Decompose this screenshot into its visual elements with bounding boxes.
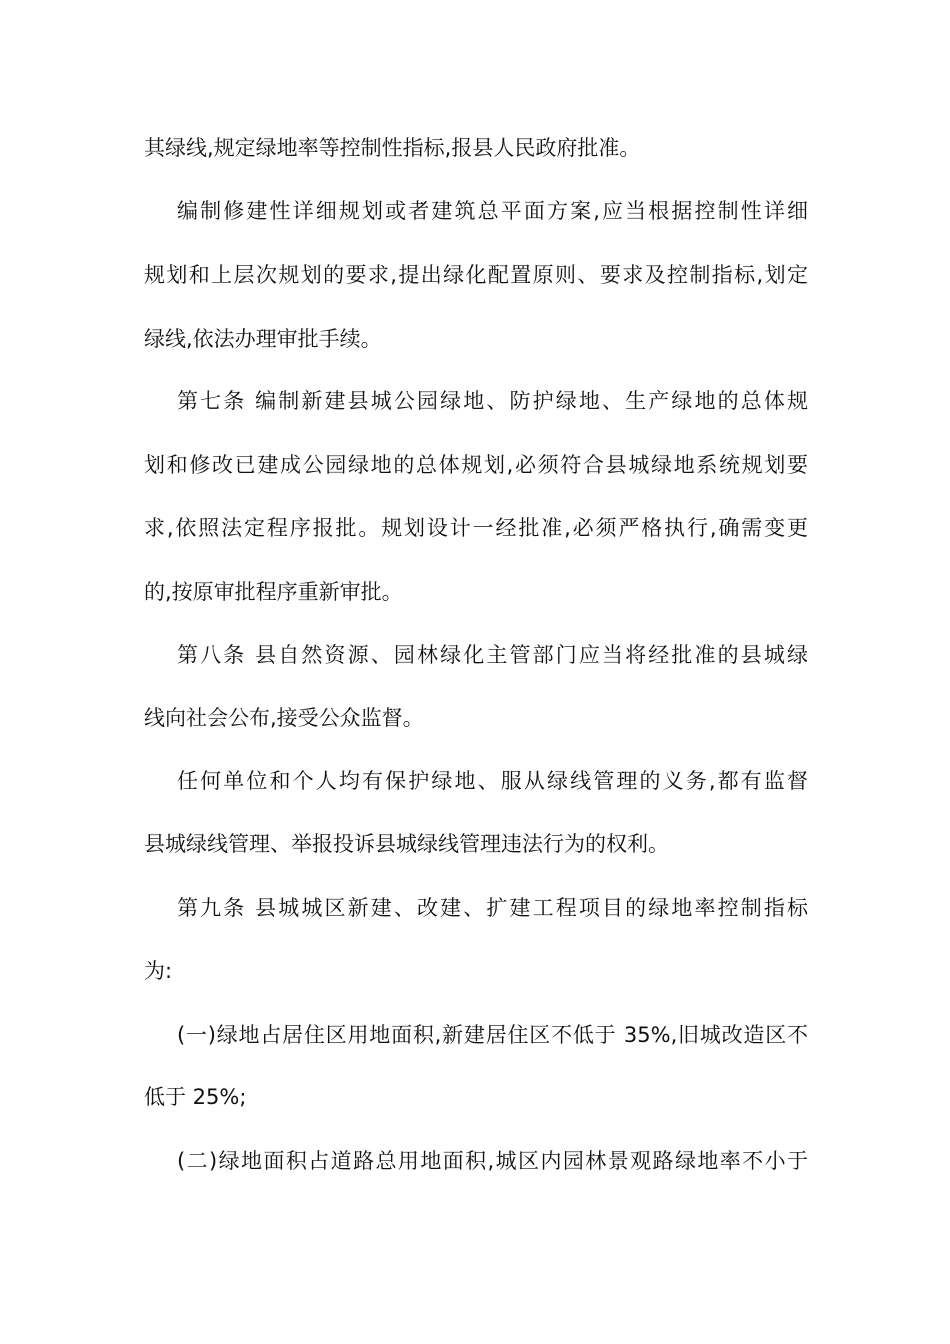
article-7-line: 第七条 编制新建县城公园绿地、防护绿地、生产绿地的总体规 bbox=[177, 389, 808, 413]
paragraph-line: 县城绿线管理、举报投诉县城绿线管理违法行为的权利。 bbox=[144, 832, 669, 856]
paragraph-line: 划和修改已建成公园绿地的总体规划,必须符合县城绿地系统规划要 bbox=[144, 453, 808, 477]
list-item-line: (二)绿地面积占道路总用地面积,城区内园林景观路绿地率不小于 bbox=[177, 1149, 808, 1173]
paragraph-line: 的,按原审批程序重新审批。 bbox=[144, 580, 403, 604]
paragraph-line: 其绿线,规定绿地率等控制性指标,报县人民政府批准。 bbox=[144, 136, 641, 160]
paragraph-line: 为: bbox=[144, 959, 173, 983]
paragraph-line: 任何单位和个人均有保护绿地、服从绿线管理的义务,都有监督 bbox=[177, 769, 808, 793]
article-9-line: 第九条 县城城区新建、改建、扩建工程项目的绿地率控制指标 bbox=[177, 896, 808, 920]
paragraph-line: 规划和上层次规划的要求,提出绿化配置原则、要求及控制指标,划定 bbox=[144, 263, 808, 287]
list-item-line: (一)绿地占居住区用地面积,新建居住区不低于 35%,旧城改造区不 bbox=[177, 1023, 808, 1047]
paragraph-line: 低于 25%; bbox=[144, 1085, 247, 1109]
paragraph-line: 求,依照法定程序报批。规划设计一经批准,必须严格执行,确需变更 bbox=[144, 516, 808, 540]
paragraph-line: 编制修建性详细规划或者建筑总平面方案,应当根据控制性详细 bbox=[177, 199, 808, 223]
paragraph-line: 线向社会公布,接受公众监督。 bbox=[144, 706, 424, 730]
paragraph-line: 绿线,依法办理审批手续。 bbox=[144, 327, 382, 351]
article-8-line: 第八条 县自然资源、园林绿化主管部门应当将经批准的县城绿 bbox=[177, 643, 808, 667]
